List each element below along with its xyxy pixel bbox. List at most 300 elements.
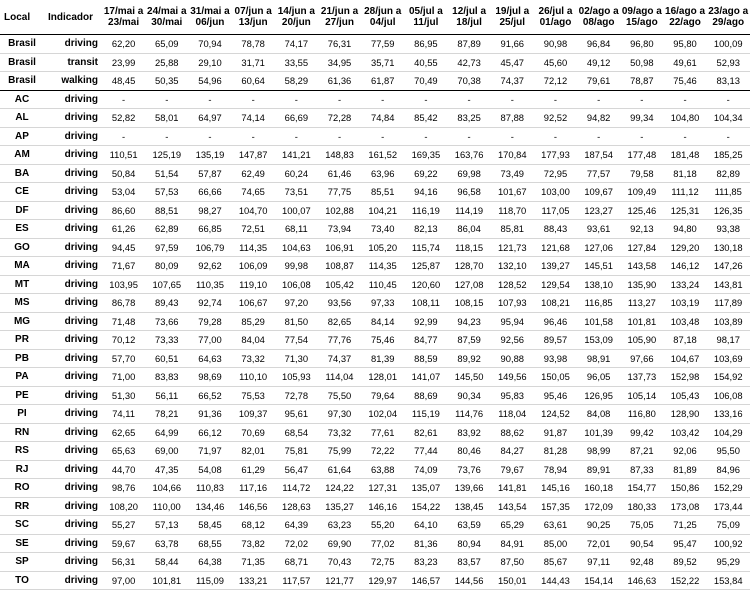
cell-indicador: driving (44, 553, 102, 572)
cell-value: - (491, 127, 534, 146)
cell-value: 83,23 (404, 553, 447, 572)
cell-value: 81,18 (663, 164, 706, 183)
cell-value: 99,42 (620, 423, 663, 442)
cell-value: 94,80 (663, 220, 706, 239)
cell-value: 84,27 (491, 442, 534, 461)
cell-value: 93,61 (577, 220, 620, 239)
cell-value: 91,66 (491, 35, 534, 54)
cell-value: 74,14 (232, 109, 275, 128)
cell-value: 81,28 (534, 442, 577, 461)
cell-value: 63,78 (145, 534, 188, 553)
cell-local: PE (0, 386, 44, 405)
cell-value: 87,88 (491, 109, 534, 128)
cell-value: 93,38 (707, 220, 750, 239)
cell-value: 75,46 (663, 72, 706, 91)
cell-value: 96,05 (577, 368, 620, 387)
cell-value: 59,67 (102, 534, 145, 553)
cell-value: 101,81 (620, 312, 663, 331)
cell-value: 153,84 (707, 571, 750, 590)
cell-value: 85,51 (361, 183, 404, 202)
cell-value: 125,46 (620, 201, 663, 220)
cell-value: 23,99 (102, 53, 145, 72)
cell-value: 104,67 (663, 349, 706, 368)
cell-value: 108,20 (102, 497, 145, 516)
cell-value: 143,81 (707, 275, 750, 294)
cell-value: 82,89 (707, 164, 750, 183)
cell-value: 90,88 (491, 349, 534, 368)
cell-value: 66,66 (188, 183, 231, 202)
cell-value: 74,37 (491, 72, 534, 91)
cell-value: 114,04 (318, 368, 361, 387)
cell-value: - (361, 90, 404, 109)
cell-value: 66,69 (275, 109, 318, 128)
cell-value: 110,51 (102, 146, 145, 165)
cell-value: 110,35 (188, 275, 231, 294)
cell-value: 100,92 (707, 534, 750, 553)
table-row (0, 423, 750, 442)
cell-value: 146,16 (361, 497, 404, 516)
cell-local: RS (0, 442, 44, 461)
cell-value: 125,31 (663, 201, 706, 220)
cell-value: 104,29 (707, 423, 750, 442)
cell-value: 56,47 (275, 460, 318, 479)
cell-value: 75,46 (361, 331, 404, 350)
cell-value: 88,51 (145, 201, 188, 220)
cell-value: 114,35 (232, 238, 275, 257)
column-header-local: Local (0, 0, 44, 35)
cell-value: 83,83 (145, 368, 188, 387)
cell-value: 135,07 (404, 479, 447, 498)
cell-value: 101,39 (577, 423, 620, 442)
cell-value: 64,99 (145, 423, 188, 442)
table-row (0, 349, 750, 368)
cell-value: 40,55 (404, 53, 447, 72)
cell-value: 86,04 (448, 220, 491, 239)
cell-value: 106,91 (318, 238, 361, 257)
cell-value: 61,87 (361, 72, 404, 91)
cell-indicador: driving (44, 497, 102, 516)
cell-value: 141,81 (491, 479, 534, 498)
column-header-week: 07/jun a 13/jun (232, 0, 275, 35)
column-header-week: 05/jul a 11/jul (404, 0, 447, 35)
cell-value: 128,90 (663, 405, 706, 424)
cell-value: 82,01 (232, 442, 275, 461)
cell-value: 75,81 (275, 442, 318, 461)
cell-value: 49,61 (663, 53, 706, 72)
cell-value: 141,07 (404, 368, 447, 387)
cell-value: 103,95 (102, 275, 145, 294)
cell-value: 72,01 (577, 534, 620, 553)
cell-value: 61,64 (318, 460, 361, 479)
cell-value: - (102, 127, 145, 146)
cell-value: 118,15 (448, 238, 491, 257)
cell-indicador: driving (44, 238, 102, 257)
cell-value: 75,09 (707, 516, 750, 535)
cell-value: 68,71 (275, 553, 318, 572)
cell-local: AL (0, 109, 44, 128)
cell-value: 180,33 (620, 497, 663, 516)
cell-local: DF (0, 201, 44, 220)
cell-value: 62,20 (102, 35, 145, 54)
cell-value: 82,61 (404, 423, 447, 442)
cell-value: 64,97 (188, 109, 231, 128)
cell-value: 161,52 (361, 146, 404, 165)
table-row (0, 275, 750, 294)
cell-value: 71,97 (188, 442, 231, 461)
cell-value: 52,93 (707, 53, 750, 72)
cell-value: 83,25 (448, 109, 491, 128)
cell-value: 80,46 (448, 442, 491, 461)
cell-value: 78,78 (232, 35, 275, 54)
cell-value: 71,35 (232, 553, 275, 572)
cell-value: 170,84 (491, 146, 534, 165)
cell-indicador: driving (44, 571, 102, 590)
cell-value: 110,83 (188, 479, 231, 498)
cell-value: - (318, 127, 361, 146)
cell-value: 102,88 (318, 201, 361, 220)
cell-value: 74,17 (275, 35, 318, 54)
cell-value: 87,89 (448, 35, 491, 54)
cell-value: 133,24 (663, 275, 706, 294)
cell-value: 71,00 (102, 368, 145, 387)
cell-value: 64,63 (188, 349, 231, 368)
cell-value: 145,50 (448, 368, 491, 387)
cell-value: 72,95 (534, 164, 577, 183)
cell-value: 101,81 (145, 571, 188, 590)
cell-value: 108,11 (404, 294, 447, 313)
cell-value: 31,71 (232, 53, 275, 72)
cell-value: - (404, 90, 447, 109)
cell-value: 87,33 (620, 460, 663, 479)
cell-value: 106,08 (275, 275, 318, 294)
cell-value: 60,64 (232, 72, 275, 91)
cell-indicador: driving (44, 35, 102, 54)
cell-value: 97,59 (145, 238, 188, 257)
cell-value: 47,35 (145, 460, 188, 479)
column-header-week: 28/jun a 04/jul (361, 0, 404, 35)
cell-value: 150,86 (663, 479, 706, 498)
cell-value: 90,34 (448, 386, 491, 405)
cell-value: 117,57 (275, 571, 318, 590)
cell-value: 103,89 (707, 312, 750, 331)
cell-value: 117,89 (707, 294, 750, 313)
cell-value: 114,72 (275, 479, 318, 498)
cell-value: 117,05 (534, 201, 577, 220)
cell-value: - (145, 127, 188, 146)
cell-value: 58,29 (275, 72, 318, 91)
cell-value: 58,44 (145, 553, 188, 572)
cell-value: 154,14 (577, 571, 620, 590)
cell-value: - (448, 127, 491, 146)
cell-local: RR (0, 497, 44, 516)
cell-value: 111,85 (707, 183, 750, 202)
cell-value: 98,76 (102, 479, 145, 498)
cell-value: 77,61 (361, 423, 404, 442)
cell-value: - (232, 127, 275, 146)
cell-value: 87,18 (663, 331, 706, 350)
cell-value: 34,95 (318, 53, 361, 72)
column-header-indicador: Indicador (44, 0, 102, 35)
cell-value: 69,98 (448, 164, 491, 183)
table-row (0, 294, 750, 313)
cell-value: - (404, 127, 447, 146)
cell-value: 50,84 (102, 164, 145, 183)
cell-value: 107,93 (491, 294, 534, 313)
cell-indicador: driving (44, 331, 102, 350)
cell-indicador: driving (44, 349, 102, 368)
cell-value: 78,21 (145, 405, 188, 424)
table-row (0, 72, 750, 91)
cell-value: 152,98 (663, 368, 706, 387)
cell-value: 163,76 (448, 146, 491, 165)
cell-value: 74,11 (102, 405, 145, 424)
table-body (0, 35, 750, 590)
column-header-week: 24/mai a 30/mai (145, 0, 188, 35)
cell-value: 116,19 (404, 201, 447, 220)
cell-value: 147,87 (232, 146, 275, 165)
cell-value: - (620, 127, 663, 146)
cell-value: 103,69 (707, 349, 750, 368)
cell-value: 139,66 (448, 479, 491, 498)
cell-value: 77,59 (361, 35, 404, 54)
cell-value: 86,95 (404, 35, 447, 54)
cell-indicador: driving (44, 294, 102, 313)
cell-value: 63,23 (318, 516, 361, 535)
cell-indicador: driving (44, 516, 102, 535)
cell-value: 133,16 (707, 405, 750, 424)
cell-value: 83,57 (448, 553, 491, 572)
cell-value: 86,78 (102, 294, 145, 313)
cell-value: 57,87 (188, 164, 231, 183)
cell-value: 64,39 (275, 516, 318, 535)
table-row (0, 90, 750, 109)
cell-value: 72,51 (232, 220, 275, 239)
cell-value: 72,78 (275, 386, 318, 405)
cell-value: 73,51 (275, 183, 318, 202)
cell-value: 154,22 (404, 497, 447, 516)
cell-value: 98,99 (577, 442, 620, 461)
cell-value: 187,54 (577, 146, 620, 165)
cell-value: 72,12 (534, 72, 577, 91)
cell-value: 74,65 (232, 183, 275, 202)
cell-value: 107,65 (145, 275, 188, 294)
cell-value: 85,00 (534, 534, 577, 553)
cell-value: 92,62 (188, 257, 231, 276)
cell-value: - (663, 127, 706, 146)
cell-value: 89,52 (663, 553, 706, 572)
cell-value: - (663, 90, 706, 109)
cell-value: 66,52 (188, 386, 231, 405)
cell-local: SP (0, 553, 44, 572)
table-row (0, 553, 750, 572)
cell-value: 71,30 (275, 349, 318, 368)
cell-value: 132,10 (491, 257, 534, 276)
cell-value: 88,43 (534, 220, 577, 239)
cell-indicador: driving (44, 127, 102, 146)
cell-value: 108,15 (448, 294, 491, 313)
cell-value: 90,25 (577, 516, 620, 535)
cell-value: 85,29 (232, 312, 275, 331)
cell-value: 95,29 (707, 553, 750, 572)
cell-indicador: driving (44, 201, 102, 220)
cell-value: 72,22 (361, 442, 404, 461)
cell-value: - (620, 90, 663, 109)
cell-value: 150,01 (491, 571, 534, 590)
cell-value: 95,47 (663, 534, 706, 553)
table-row (0, 164, 750, 183)
cell-indicador: driving (44, 405, 102, 424)
column-header-week: 16/ago a 22/ago (663, 0, 706, 35)
cell-value: 84,91 (491, 534, 534, 553)
cell-value: 56,11 (145, 386, 188, 405)
cell-value: 69,00 (145, 442, 188, 461)
cell-value: 109,67 (577, 183, 620, 202)
cell-value: 55,27 (102, 516, 145, 535)
cell-value: 64,10 (404, 516, 447, 535)
cell-value: 143,54 (491, 497, 534, 516)
table-row (0, 571, 750, 590)
cell-value: 121,68 (534, 238, 577, 257)
cell-value: 88,59 (404, 349, 447, 368)
cell-value: 57,13 (145, 516, 188, 535)
cell-value: 77,75 (318, 183, 361, 202)
column-header-week: 12/jul a 18/jul (448, 0, 491, 35)
cell-value: 109,49 (620, 183, 663, 202)
cell-value: 92,99 (404, 312, 447, 331)
cell-local: PR (0, 331, 44, 350)
cell-value: 58,01 (145, 109, 188, 128)
cell-value: 128,63 (275, 497, 318, 516)
cell-value: 103,48 (663, 312, 706, 331)
cell-value: 75,99 (318, 442, 361, 461)
cell-local: Brasil (0, 53, 44, 72)
cell-value: 55,20 (361, 516, 404, 535)
cell-value: 146,12 (663, 257, 706, 276)
cell-value: 117,16 (232, 479, 275, 498)
cell-value: 45,60 (534, 53, 577, 72)
cell-value: 57,70 (102, 349, 145, 368)
cell-local: TO (0, 571, 44, 590)
cell-value: 90,98 (534, 35, 577, 54)
cell-value: 95,80 (663, 35, 706, 54)
cell-value: 113,27 (620, 294, 663, 313)
cell-value: 124,22 (318, 479, 361, 498)
cell-value: 135,19 (188, 146, 231, 165)
cell-value: 63,61 (534, 516, 577, 535)
cell-value: 63,96 (361, 164, 404, 183)
cell-value: 98,91 (577, 349, 620, 368)
cell-value: 72,28 (318, 109, 361, 128)
cell-value: 79,28 (188, 312, 231, 331)
cell-value: 81,39 (361, 349, 404, 368)
cell-value: 126,95 (577, 386, 620, 405)
cell-value: 121,73 (491, 238, 534, 257)
cell-value: 85,81 (491, 220, 534, 239)
cell-value: 80,94 (448, 534, 491, 553)
cell-value: 102,04 (361, 405, 404, 424)
cell-indicador: driving (44, 109, 102, 128)
cell-value: 98,69 (188, 368, 231, 387)
table-row (0, 257, 750, 276)
cell-local: MG (0, 312, 44, 331)
cell-value: 104,66 (145, 479, 188, 498)
cell-local: AM (0, 146, 44, 165)
cell-value: 129,97 (361, 571, 404, 590)
column-header-week: 19/jul a 25/jul (491, 0, 534, 35)
cell-value: 70,12 (102, 331, 145, 350)
cell-value: 68,11 (275, 220, 318, 239)
cell-value: 82,13 (404, 220, 447, 239)
table-row (0, 35, 750, 54)
cell-value: 116,80 (620, 405, 663, 424)
cell-value: 143,58 (620, 257, 663, 276)
cell-value: 73,32 (318, 423, 361, 442)
cell-value: 81,36 (404, 534, 447, 553)
cell-value: 70,69 (232, 423, 275, 442)
cell-value: 83,92 (448, 423, 491, 442)
column-header-week: 31/mai a 06/jun (188, 0, 231, 35)
cell-value: 77,44 (404, 442, 447, 461)
cell-value: - (188, 127, 231, 146)
cell-value: 95,94 (491, 312, 534, 331)
cell-value: 92,52 (534, 109, 577, 128)
cell-value: 98,17 (707, 331, 750, 350)
cell-value: 94,82 (577, 109, 620, 128)
cell-value: 53,04 (102, 183, 145, 202)
cell-local: MT (0, 275, 44, 294)
cell-value: 101,67 (491, 183, 534, 202)
cell-value: 128,01 (361, 368, 404, 387)
cell-value: 105,42 (318, 275, 361, 294)
cell-value: 86,60 (102, 201, 145, 220)
cell-value: 77,00 (188, 331, 231, 350)
cell-value: 84,08 (577, 405, 620, 424)
cell-value: 135,27 (318, 497, 361, 516)
cell-value: - (188, 90, 231, 109)
cell-value: - (534, 127, 577, 146)
table-row (0, 201, 750, 220)
cell-value: 160,18 (577, 479, 620, 498)
cell-value: 149,56 (491, 368, 534, 387)
cell-value: 104,80 (663, 109, 706, 128)
cell-value: 58,45 (188, 516, 231, 535)
cell-value: 96,84 (577, 35, 620, 54)
cell-local: PI (0, 405, 44, 424)
cell-value: 130,18 (707, 238, 750, 257)
cell-value: 114,35 (361, 257, 404, 276)
cell-value: 91,36 (188, 405, 231, 424)
cell-value: 106,67 (232, 294, 275, 313)
cell-value: 73,66 (145, 312, 188, 331)
cell-value: 94,16 (404, 183, 447, 202)
cell-value: 61,26 (102, 220, 145, 239)
cell-value: 79,64 (361, 386, 404, 405)
cell-indicador: driving (44, 164, 102, 183)
cell-value: 115,09 (188, 571, 231, 590)
cell-value: 73,32 (232, 349, 275, 368)
cell-value: 110,45 (361, 275, 404, 294)
cell-value: 153,09 (577, 331, 620, 350)
cell-value: 98,27 (188, 201, 231, 220)
cell-value: 81,50 (275, 312, 318, 331)
cell-value: 137,73 (620, 368, 663, 387)
cell-value: 108,21 (534, 294, 577, 313)
cell-value: - (577, 127, 620, 146)
cell-value: 108,87 (318, 257, 361, 276)
cell-local: BA (0, 164, 44, 183)
cell-value: 87,50 (491, 553, 534, 572)
cell-value: 70,94 (188, 35, 231, 54)
